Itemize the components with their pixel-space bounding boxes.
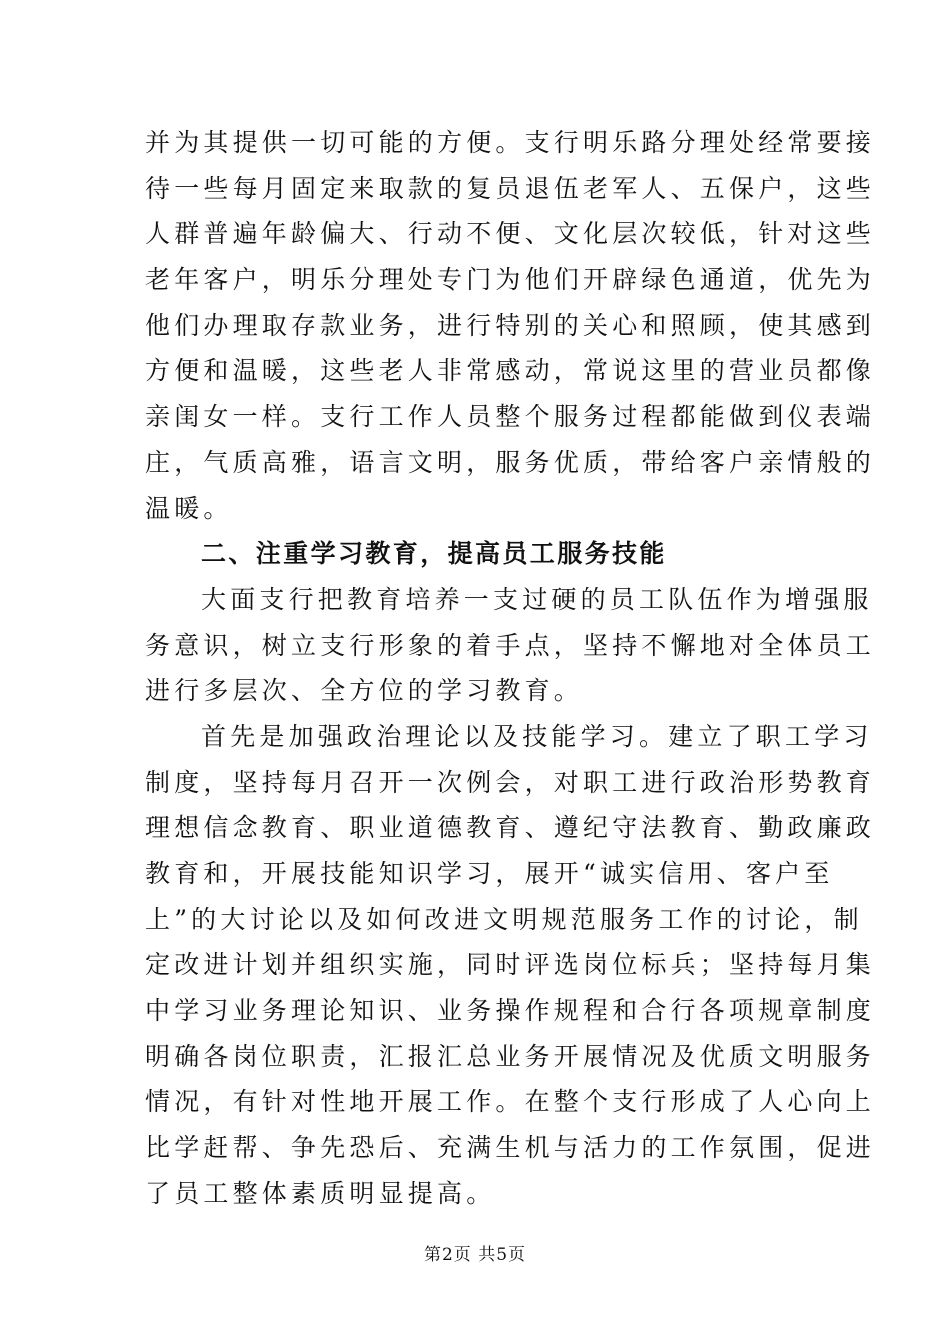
paragraph-line: 中学习业务理论知识、业务操作规程和合行各项规章制度 [145, 996, 876, 1026]
paragraph-line: 大面支行把教育培养一支过硬的员工队伍作为增强服 [201, 584, 873, 614]
paragraph-line: 方便和温暖，这些老人非常感动，常说这里的营业员都像 [145, 356, 876, 386]
paragraph-line: 制度，坚持每月召开一次例会，对职工进行政治形势教育 [145, 767, 876, 797]
paragraph-line: 教育和，开展技能知识学习，展开“诚实信用、客户至 [145, 859, 834, 888]
page-number-footer: 第2页 共5页 [423, 1245, 527, 1265]
paragraph-line: 亲闺女一样。支行工作人员整个服务过程都能做到仪表端 [145, 402, 876, 432]
paragraph-line: 老年客户，明乐分理处专门为他们开辟绿色通道，优先为 [145, 265, 876, 295]
paragraph-line: 温暖。 [145, 493, 233, 523]
paragraph-line: 人群普遍年龄偏大、行动不便、文化层次较低，针对这些 [145, 219, 876, 249]
paragraph-line: 明确各岗位职责，汇报汇总业务开展情况及优质文明服务 [145, 1041, 876, 1071]
document-body [145, 120, 876, 1217]
paragraph-line: 情况，有针对性地开展工作。在整个支行形成了人心向上 [145, 1087, 876, 1117]
paragraph-line: 定改进计划并组织实施，同时评选岗位标兵；坚持每月集 [145, 950, 876, 980]
section-heading: 二、注重学习教育，提高员工服务技能 [201, 539, 667, 569]
paragraph-line: 务意识，树立支行形象的着手点，坚持不懈地对全体员工 [145, 630, 876, 660]
paragraph-line: 待一些每月固定来取款的复员退伍老军人、五保户，这些 [145, 173, 876, 203]
paragraph-line: 并为其提供一切可能的方便。支行明乐路分理处经常要接 [145, 128, 876, 157]
paragraph-line: 首先是加强政治理论以及技能学习。建立了职工学习 [201, 721, 873, 751]
paragraph-line: 了员工整体素质明显提高。 [145, 1178, 496, 1208]
paragraph-line: 上”的大讨论以及如何改进文明规范服务工作的讨论，制 [145, 904, 863, 934]
paragraph-line: 庄，气质高雅，语言文明，服务优质，带给客户亲情般的 [145, 447, 876, 477]
paragraph-line: 理想信念教育、职业道德教育、遵纪守法教育、勤政廉政 [145, 813, 876, 843]
paragraph-line: 他们办理取存款业务，进行特别的关心和照顾，使其感到 [145, 310, 876, 340]
paragraph-line: 进行多层次、全方位的学习教育。 [145, 676, 584, 706]
paragraph-line: 比学赶帮、争先恐后、充满生机与活力的工作氛围，促进 [145, 1133, 876, 1163]
